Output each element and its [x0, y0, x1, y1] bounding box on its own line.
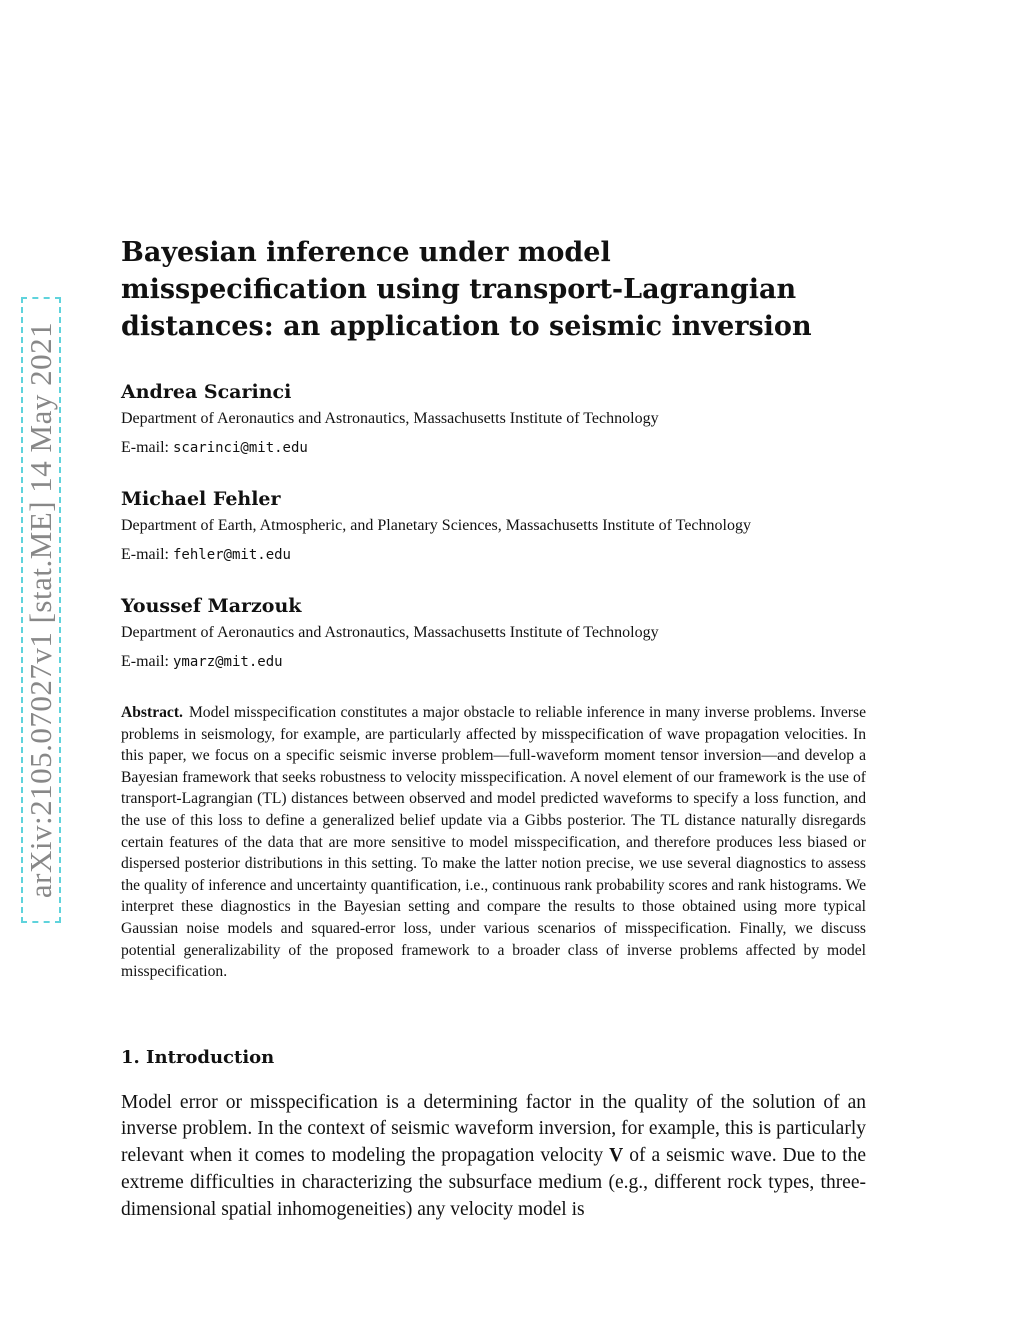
- author-affiliation: Department of Aeronautics and Astronautics, Massachusetts Institute of Technology: [121, 410, 659, 427]
- intro-text-after: of a seismic wave. Due to the extreme difficulties in characterizing the subsurface medium (e.g., different rock types, three-dimensional spatial inhomogeneities) any velocity model is: [121, 1145, 866, 1220]
- author-email-line: [121, 438, 866, 458]
- arxiv-stamp: [21, 297, 61, 923]
- author-affiliation: Department of Aeronautics and Astronautics, Massachusetts Institute of Technology: [121, 624, 659, 641]
- author-block: [121, 488, 866, 565]
- author-affiliation: Department of Earth, Atmospheric, and Planetary Sciences, Massachusetts Institute of Technology: [121, 517, 751, 534]
- velocity-symbol: V: [609, 1145, 624, 1167]
- email-link[interactable]: ymarz@mit.edu: [172, 654, 283, 670]
- email-label: E-mail:: [121, 546, 169, 563]
- author-email-line: [121, 545, 866, 565]
- arxiv-identifier: arXiv:2105.07027v1 [stat.ME] 14 May 2021: [23, 321, 58, 899]
- author-name: Andrea Scarinci: [121, 381, 292, 403]
- paper-page: [121, 234, 866, 1243]
- email-label: E-mail:: [121, 439, 169, 456]
- author-block: [121, 381, 866, 458]
- author-name: Michael Fehler: [121, 488, 281, 510]
- intro-text-before: Model error or misspecification is a determining factor in the quality of the solution of an inverse problem. In the context of seismic waveform inversion, for example, this is particularly relevant when it comes to modeling the propagation velocity: [121, 1091, 866, 1167]
- abstract-text: Model misspecification constitutes a major obstacle to reliable inference in many inverse problems. Inverse problems in seismology, for example, are particularly affected by misspecification of wave propagation velocities. In this paper, we focus on a specific seismic inverse problem—full-waveform moment tensor inversion—and develop a Bayesian framework that seeks robustness to velocity misspecification. A novel element of our framework is the use of transport-Lagrangian (TL) distances between observed and model predicted waveforms to specify a loss function, and the use of this loss to define a generalized belief update via a Gibbs posterior. The TL distance naturally disregards certain features of the data that are more sensitive to model misspecification, and therefore produces less biased or dispersed posterior distributions in this setting. To make the latter notion precise, we use several diagnostics to assess the quality of inference and uncertainty quantification, i.e., continuous rank probability scores and rank histograms. We interpret these diagnostics in the Bayesian setting and compare the results to those obtained using more typical Gaussian noise models and squared-error loss, under various scenarios of misspecification. Finally, we discuss potential generalizability of the proposed framework to a broader class of inverse problems affected by model misspecification.: [121, 704, 866, 981]
- author-block: [121, 595, 866, 672]
- author-name: Youssef Marzouk: [121, 595, 302, 617]
- abstract-label: Abstract.: [121, 704, 183, 721]
- abstract: [121, 702, 866, 983]
- section-heading: 1. Introduction: [121, 1046, 275, 1068]
- email-link[interactable]: fehler@mit.edu: [172, 547, 291, 563]
- intro-paragraph: [121, 1090, 866, 1224]
- paper-title: Bayesian inference under model misspecification using transport-Lagrangian distances: an application to seismic inversion: [121, 237, 812, 342]
- author-email-line: [121, 652, 866, 672]
- email-link[interactable]: scarinci@mit.edu: [172, 440, 308, 456]
- email-label: E-mail:: [121, 653, 169, 670]
